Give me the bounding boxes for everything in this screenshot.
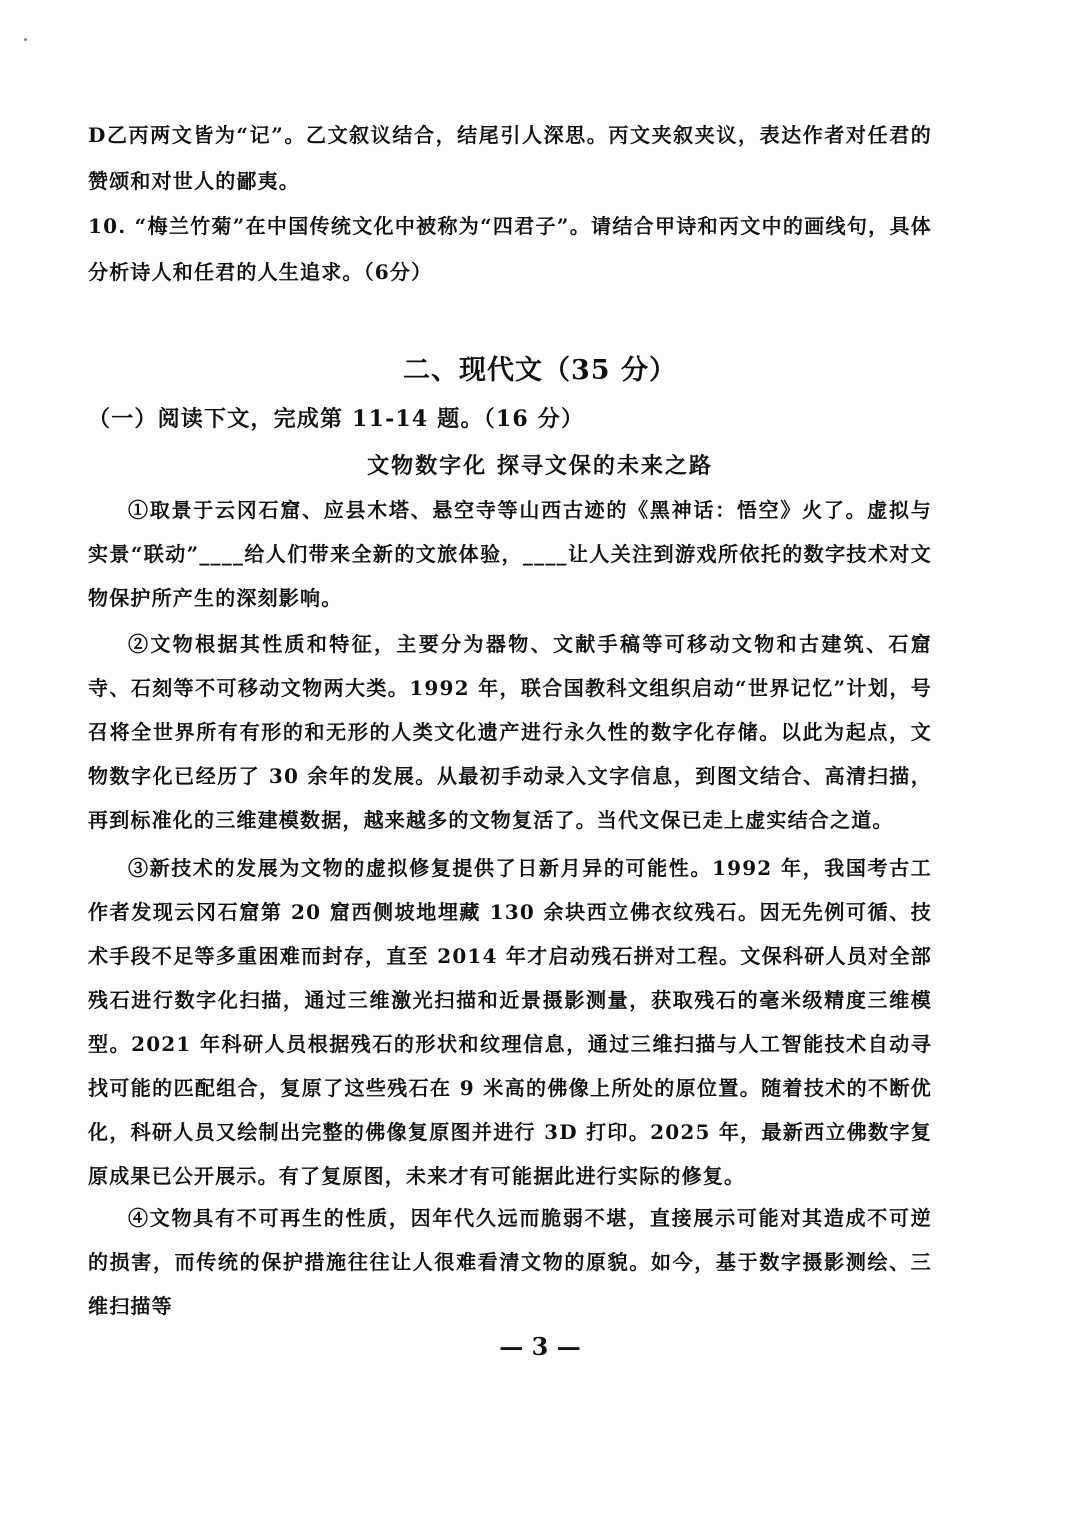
section-title: 二、现代文（35 分） [403,355,677,386]
sub-section-instruction: （一）阅读下文，完成第 11-14 题。（16 分） [88,406,585,432]
scan-speck [24,38,27,41]
article-paragraph-3: ③新技术的发展为文物的虚拟修复提供了日新月异的可能性。1992 年，我国考古工作者发现云冈石窟第 20 窟西侧坡地埋藏 130 余块西立佛衣纹残石。因无先例可循、技术手段不足等多重困难而封存，直至 2014 年才启动残石拼对工程。文保科研人员对全部残石进行数字化扫描，通过三维激光扫描和近景摄影测量，获取残石的毫米级精度三维模型。2021 年科研人员根据残石的形状和纹理信息，通过三维扫描与人工智能技术自动寻找可能的匹配组合，复原了这些残石在 9 米高的佛像上所处的原位置。随着技术的不断优化，科研人员又绘制出完整的佛像复原图并进行 3D 打印。2025 年，最新西立佛数字复原成果已公开展示。有了复原图，未来才有可能据此进行实际的修复。 [88,856,932,1188]
article-paragraph-2: ②文物根据其性质和特征，主要分为器物、文献手稿等可移动文物和古建筑、石窟寺、石刻等不可移动文物两大类。1992 年，联合国教科文组织启动“世界记忆”计划，号召将全世界所有有形的和无形的人类文化遗产进行永久性的数字化存储。以此为起点，文物数字化已经历了 30 余年的发展。从最初手动录入文字信息，到图文结合、高清扫描，再到标准化的三维建模数据，越来越多的文物复活了。当代文保已走上虚实结合之道。 [88,632,932,832]
question-10: 10. “梅兰竹菊”在中国传统文化中被称为“四君子”。请结合甲诗和丙文中的画线句，具体分析诗人和任君的人生追求。（6分） [88,214,932,284]
article-paragraph-4: ④文物具有不可再生的性质，因年代久远而脆弱不堪，直接展示可能对其造成不可逆的损害，而传统的保护措施往往让人很难看清文物的原貌。如今，基于数字摄影测绘、三维扫描等 [88,1206,932,1318]
page-number: — 3 — [499,1332,581,1361]
question-9-option-d: D乙丙两文皆为“记”。乙文叙议结合，结尾引人深思。丙文夹叙夹议，表达作者对任君的赞颂和对世人的鄙夷。 [88,123,932,193]
article-title: 文物数字化 探寻文保的未来之路 [367,453,713,479]
article-paragraph-1: ①取景于云冈石窟、应县木塔、悬空寺等山西古迹的《黑神话：悟空》火了。虚拟与实景“联动”____给人们带来全新的文旅体验，____让人关注到游戏所依托的数字技术对文物保护所产生的深刻影响。 [88,498,932,610]
